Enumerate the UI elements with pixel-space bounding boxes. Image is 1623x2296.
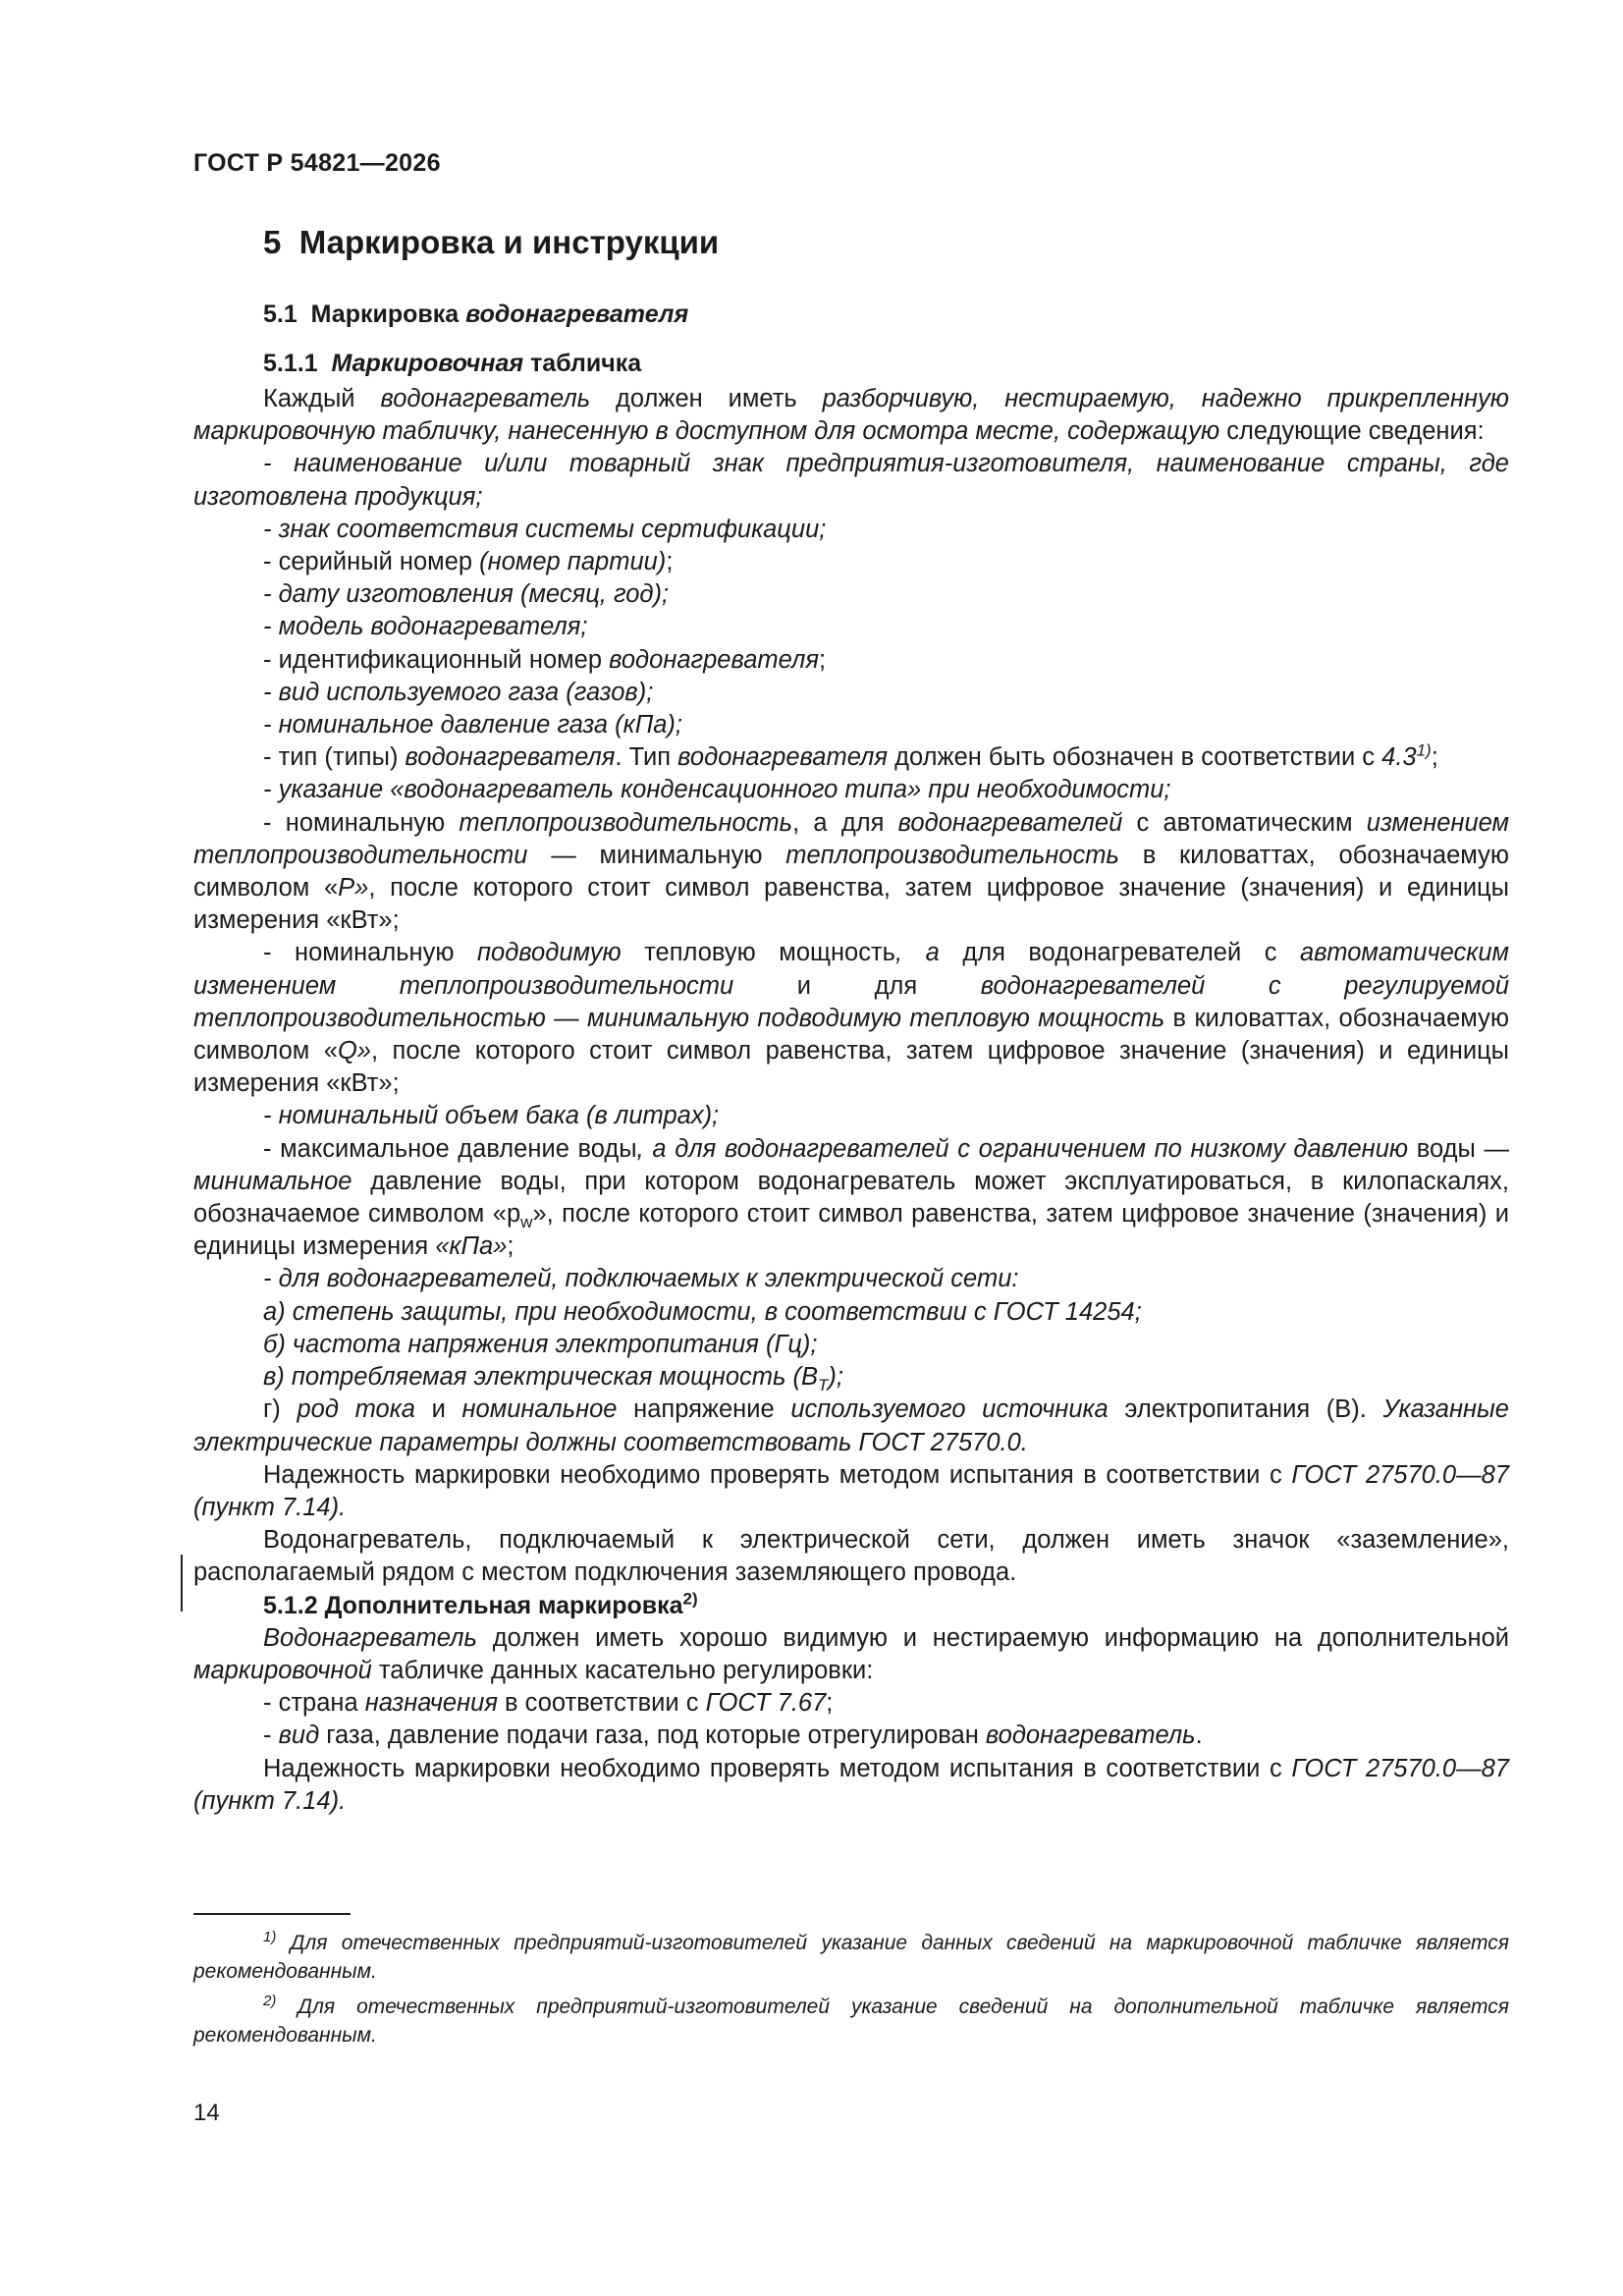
list-subitem: а) степень защиты, при необходимости, в соответствии с ГОСТ 14254; [263, 1297, 1142, 1326]
list-item: - вид используемого газа (газов); [263, 678, 654, 706]
list-item: - максимальное давление воды, а для водонагревателей с ограничением по низкому давлению воды — минимальное давление воды, при котором водонагреватель может эксплуатироваться, в килопаскалях, обозначаемое символом «$p_w$», после которого стоит символ равенства, затем цифровое значение (значения) и единицы измерения «кПа»; [193, 1134, 1509, 1261]
list-item: - вид газа, давление подачи газа, под которые отрегулирован водонагреватель. [263, 1722, 1203, 1750]
subsection-title-italic: Маркировочная [331, 350, 524, 377]
subsection-heading-5-1-1 [263, 350, 641, 378]
subsection-number: 5.1 [263, 301, 298, 328]
footnotes [193, 1930, 1509, 2057]
list-item: - знак соответствия системы сертификации; [263, 515, 827, 543]
subsection-title: табличка [530, 350, 642, 377]
subsection-number: 5.1.1 [263, 350, 318, 377]
list-item: - дату изготовления (месяц, год); [263, 580, 670, 609]
list-item: - указание «водонагреватель конденсационного типа» при необходимости; [263, 776, 1171, 804]
document-body [193, 383, 1509, 1818]
page-number: 14 [193, 2100, 220, 2126]
reliability-paragraph: Надежность маркировки необходимо проверять методом испытания в соответствии с ГОСТ 27570.0—87 (пункт 7.14). [193, 1460, 1509, 1521]
list-item: - наименование и/или товарный знак предприятия-изготовителя, наименование страны, где изготовлена продукция; [193, 450, 1509, 511]
subsection-title: Маркировка [310, 301, 460, 328]
footnote-separator [193, 1913, 351, 1915]
section-title: Маркировка и инструкции [298, 224, 720, 260]
list-item: - тип (типы) водонагревателя. Тип водонагревателя должен быть обозначен в соответствии с 4.3$^{1)}$; [263, 740, 1438, 772]
section-number: 5 [263, 224, 282, 260]
list-subitem: г) род тока и номинальное напряжение используемого источника электропитания (В). Указанные электрические параметры должны соответствовать ГОСТ 27570.0. [193, 1395, 1509, 1456]
list-item: - номинальную теплопроизводительность, а для водонагревателей с автоматическим изменением теплопроизводительности — минимальную теплопроизводительность в киловаттах, обозначаемую символом «P», после которого стоит символ равенства, затем цифровое значение (значения) и единицы измерения «кВт»; [193, 808, 1509, 935]
footnote: $^{2)}$ Для отечественных предприятий-изготовителей указание сведений на дополнительной табличке является рекомендованным. [193, 1993, 1509, 2047]
intro-paragraph: Каждый водонагреватель должен иметь разборчивую, нестираемую, надежно прикрепленную маркировочную табличку, нанесенную в доступном для осмотра месте, содержащую следующие сведения: [193, 385, 1509, 446]
list-item: - модель водонагревателя; [263, 613, 588, 641]
list-item: - серийный номер (номер партии); [263, 548, 674, 576]
list-subitem: б) частота напряжения электропитания (Гц); [263, 1330, 818, 1358]
list-item: - номинальный объем бака (в литрах); [263, 1102, 720, 1130]
document-code: ГОСТ Р 54821—2026 [193, 149, 441, 177]
grounding-paragraph: Водонагреватель, подключаемый к электрической сети, должен иметь значок «заземление», располагаемый рядом с местом подключения заземляющего провода. [193, 1526, 1509, 1587]
section-heading [263, 224, 719, 261]
list-item: - идентификационный номер водонагревателя; [263, 645, 827, 674]
subsection-heading-5-1 [263, 301, 688, 329]
list-item: - номинальное давление газа (кПа); [263, 711, 682, 739]
footnote: $^{1)}$ Для отечественных предприятий-изготовителей указание данных сведений на маркировочной табличке является рекомендованным. [193, 1929, 1509, 1983]
subsection-heading-5-1-2: 5.1.2 Дополнительная маркировка$^{2)}$ [263, 1589, 698, 1619]
additional-marking-paragraph: Водонагреватель должен иметь хорошо видимую и нестираемую информацию на дополнительной маркировочной табличке данных касательно регулировки: [193, 1623, 1509, 1684]
list-item: - номинальную подводимую тепловую мощность, а для водонагревателей с автоматическим изменением теплопроизводительности и для водонагревателей с регулируемой теплопроизводительностью — минимальную подводимую тепловую мощность в киловаттах, обозначаемую символом «Q», после которого стоит символ равенства, затем цифровое значение (значения) и единицы измерения «кВт»; [193, 939, 1510, 1098]
list-item: - для водонагревателей, подключаемых к электрической сети: [263, 1265, 1019, 1293]
change-marker [181, 1555, 183, 1612]
list-subitem: в) потребляемая электрическая мощность $(В_Т)$; [263, 1363, 843, 1395]
footnote-ref: 2) [682, 1589, 698, 1609]
footnote-ref: 1) [1416, 740, 1432, 760]
list-item: - страна назначения в соответствии с ГОСТ 7.67; [263, 1689, 834, 1718]
subsection-title-italic: водонагревателя [465, 301, 689, 328]
reliability-paragraph: Надежность маркировки необходимо проверять методом испытания в соответствии с ГОСТ 27570.0—87 (пункт 7.14). [193, 1754, 1509, 1815]
